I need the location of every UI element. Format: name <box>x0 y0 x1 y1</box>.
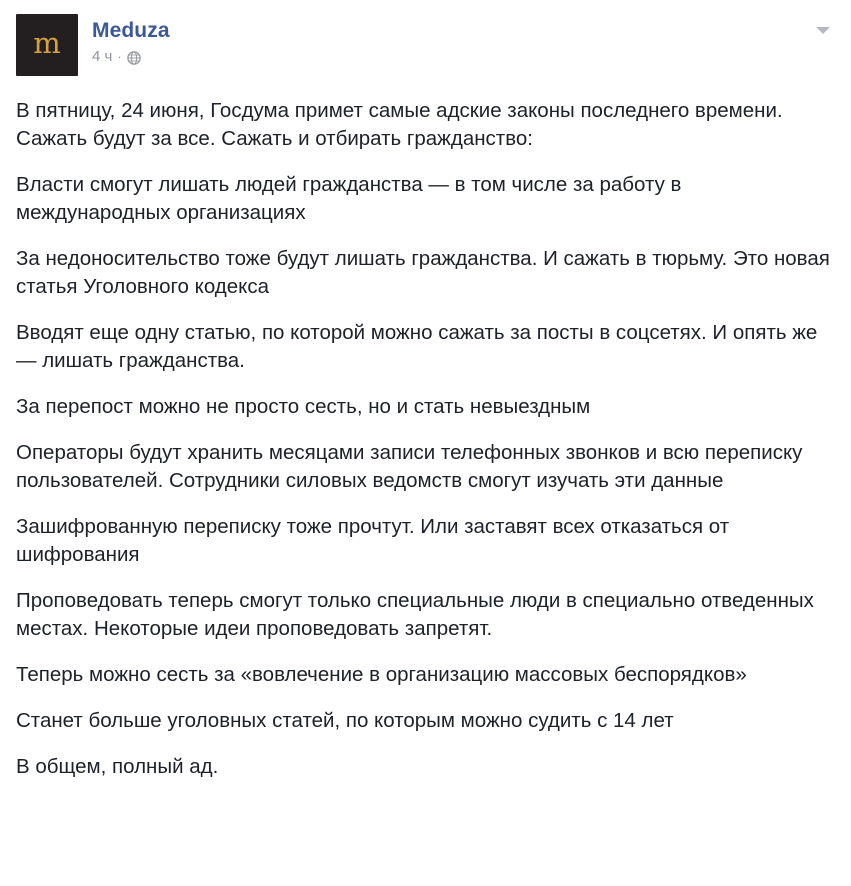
post-paragraph: Теперь можно сесть за «вовлечение в организацию массовых беспорядков» <box>16 663 747 686</box>
post-paragraph: В пятницу, 24 июня, Госдума примет самые адские законы последнего времени. Сажать будут за все. Сажать и отбирать гражданство: <box>16 99 783 150</box>
post-paragraph: Власти смогут лишать людей гражданства — в том числе за работу в международных организациях <box>16 173 682 224</box>
avatar[interactable] <box>16 14 78 76</box>
post-header-text <box>92 14 170 66</box>
avatar-logo-glyph: m <box>33 26 61 60</box>
post-paragraph: Зашифрованную переписку тоже прочтут. Или заставят всех отказаться от шифрования <box>16 515 730 566</box>
post-paragraph: Станет больше уголовных статей, по которым можно судить с 14 лет <box>16 709 674 732</box>
globe-icon <box>127 51 141 65</box>
post-paragraph: За перепост можно не просто сесть, но и стать невыездным <box>16 395 591 418</box>
meta-separator-dot: · <box>117 49 122 64</box>
post-paragraph: Проповедовать теперь смогут только специальные люди в специально отведенных местах. Некоторые идеи проповедовать запретят. <box>16 589 814 640</box>
post-paragraph: В общем, полный ад. <box>16 755 219 778</box>
post-menu-button[interactable] <box>811 20 835 40</box>
post-paragraph: Операторы будут хранить месяцами записи телефонных звонков и всю переписку пользователей. Сотрудники силовых ведомств смогут изучать эти данные <box>16 441 803 492</box>
page-name-link[interactable]: Meduza <box>92 19 170 42</box>
post-message <box>16 97 835 781</box>
post-header <box>16 14 835 80</box>
post-paragraph: Вводят еще одну статью, по которой можно сажать за посты в соцсетях. И опять же — лишать гражданства. <box>16 321 818 372</box>
post-paragraph: За недоносительство тоже будут лишать гражданства. И сажать в тюрьму. Это новая статья Уголовного кодекса <box>16 247 830 298</box>
chevron-down-icon <box>816 27 830 34</box>
post-meta <box>92 48 170 66</box>
post-timestamp[interactable]: 4 ч <box>92 48 113 65</box>
